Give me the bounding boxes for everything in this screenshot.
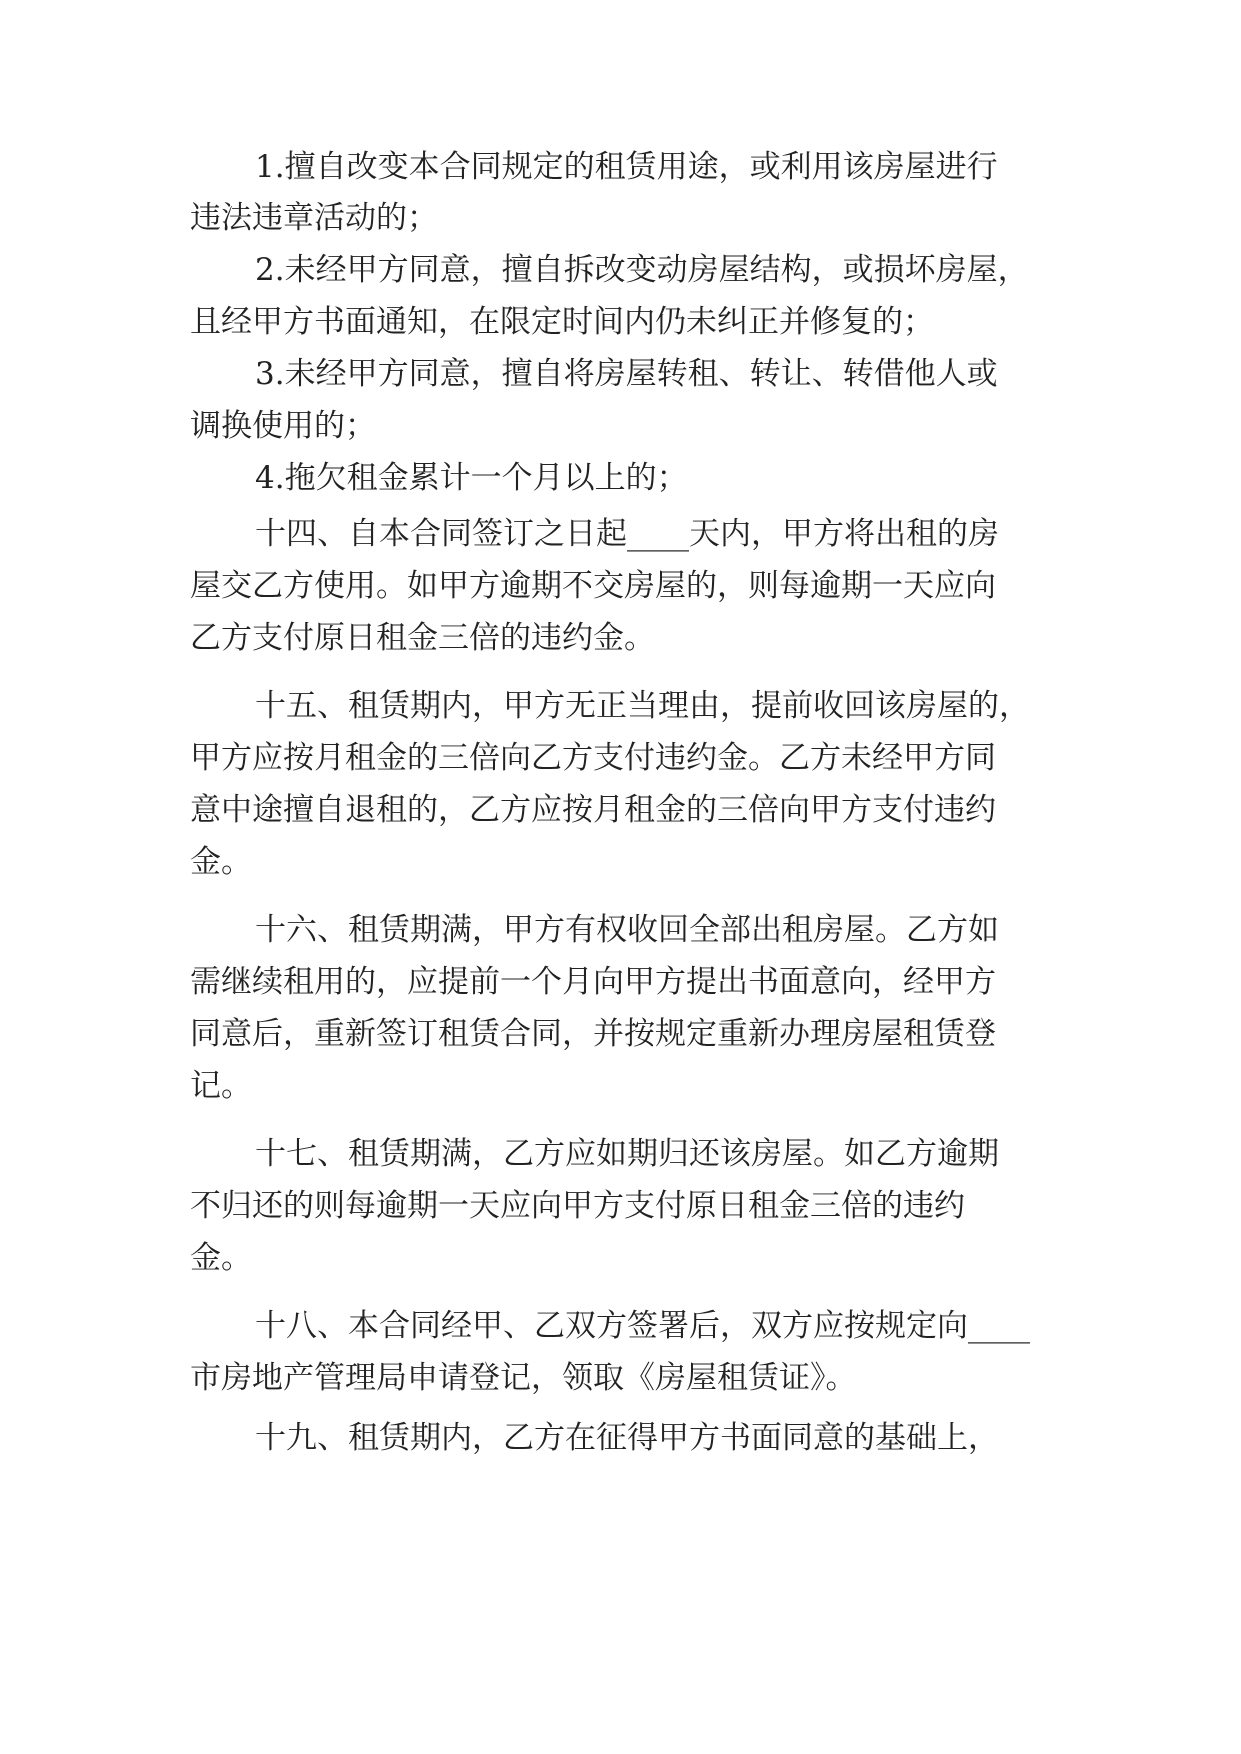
- text-line: 十九、租赁期内，乙方在征得甲方书面同意的基础上，: [255, 1420, 999, 1456]
- text-line: 十五、租赁期内，甲方无正当理由，提前收回该房屋的，: [255, 688, 1030, 724]
- text-line: 调换使用的；: [190, 408, 376, 444]
- text-line: 金。: [190, 1240, 252, 1276]
- text-line: 3.未经甲方同意，擅自将房屋转租、转让、转借他人或: [255, 356, 998, 392]
- text-line: 2.未经甲方同意，擅自拆改变动房屋结构，或损坏房屋，: [255, 252, 1029, 288]
- text-line: 十四、自本合同签订之日起____天内，甲方将出租的房: [255, 516, 999, 552]
- text-line: 意中途擅自退租的，乙方应按月租金的三倍向甲方支付违约: [190, 792, 996, 828]
- text-line: 金。: [190, 844, 252, 880]
- text-line: 十七、租赁期满，乙方应如期归还该房屋。如乙方逾期: [255, 1136, 999, 1172]
- text-line: 违法违章活动的；: [190, 200, 438, 236]
- text-line: 同意后，重新签订租赁合同，并按规定重新办理房屋租赁登: [190, 1016, 996, 1052]
- text-line: 乙方支付原日租金三倍的违约金。: [190, 620, 655, 656]
- text-line: 需继续租用的，应提前一个月向甲方提出书面意向，经甲方: [190, 964, 996, 1000]
- text-line: 且经甲方书面通知，在限定时间内仍未纠正并修复的；: [190, 304, 934, 340]
- text-line: 1.擅自改变本合同规定的租赁用途，或利用该房屋进行: [255, 149, 998, 185]
- text-line: 屋交乙方使用。如甲方逾期不交房屋的，则每逾期一天应向: [190, 568, 996, 604]
- text-line: 4.拖欠租金累计一个月以上的；: [255, 460, 688, 496]
- text-line: 十八、本合同经甲、乙双方签署后，双方应按规定向____: [255, 1308, 1030, 1344]
- text-line: 记。: [190, 1068, 252, 1104]
- text-line: 十六、租赁期满，甲方有权收回全部出租房屋。乙方如: [255, 912, 999, 948]
- text-line: 不归还的则每逾期一天应向甲方支付原日租金三倍的违约: [190, 1188, 965, 1224]
- text-line: 市房地产管理局申请登记，领取《房屋租赁证》。: [190, 1360, 857, 1396]
- text-line: 甲方应按月租金的三倍向乙方支付违约金。乙方未经甲方同: [190, 740, 996, 776]
